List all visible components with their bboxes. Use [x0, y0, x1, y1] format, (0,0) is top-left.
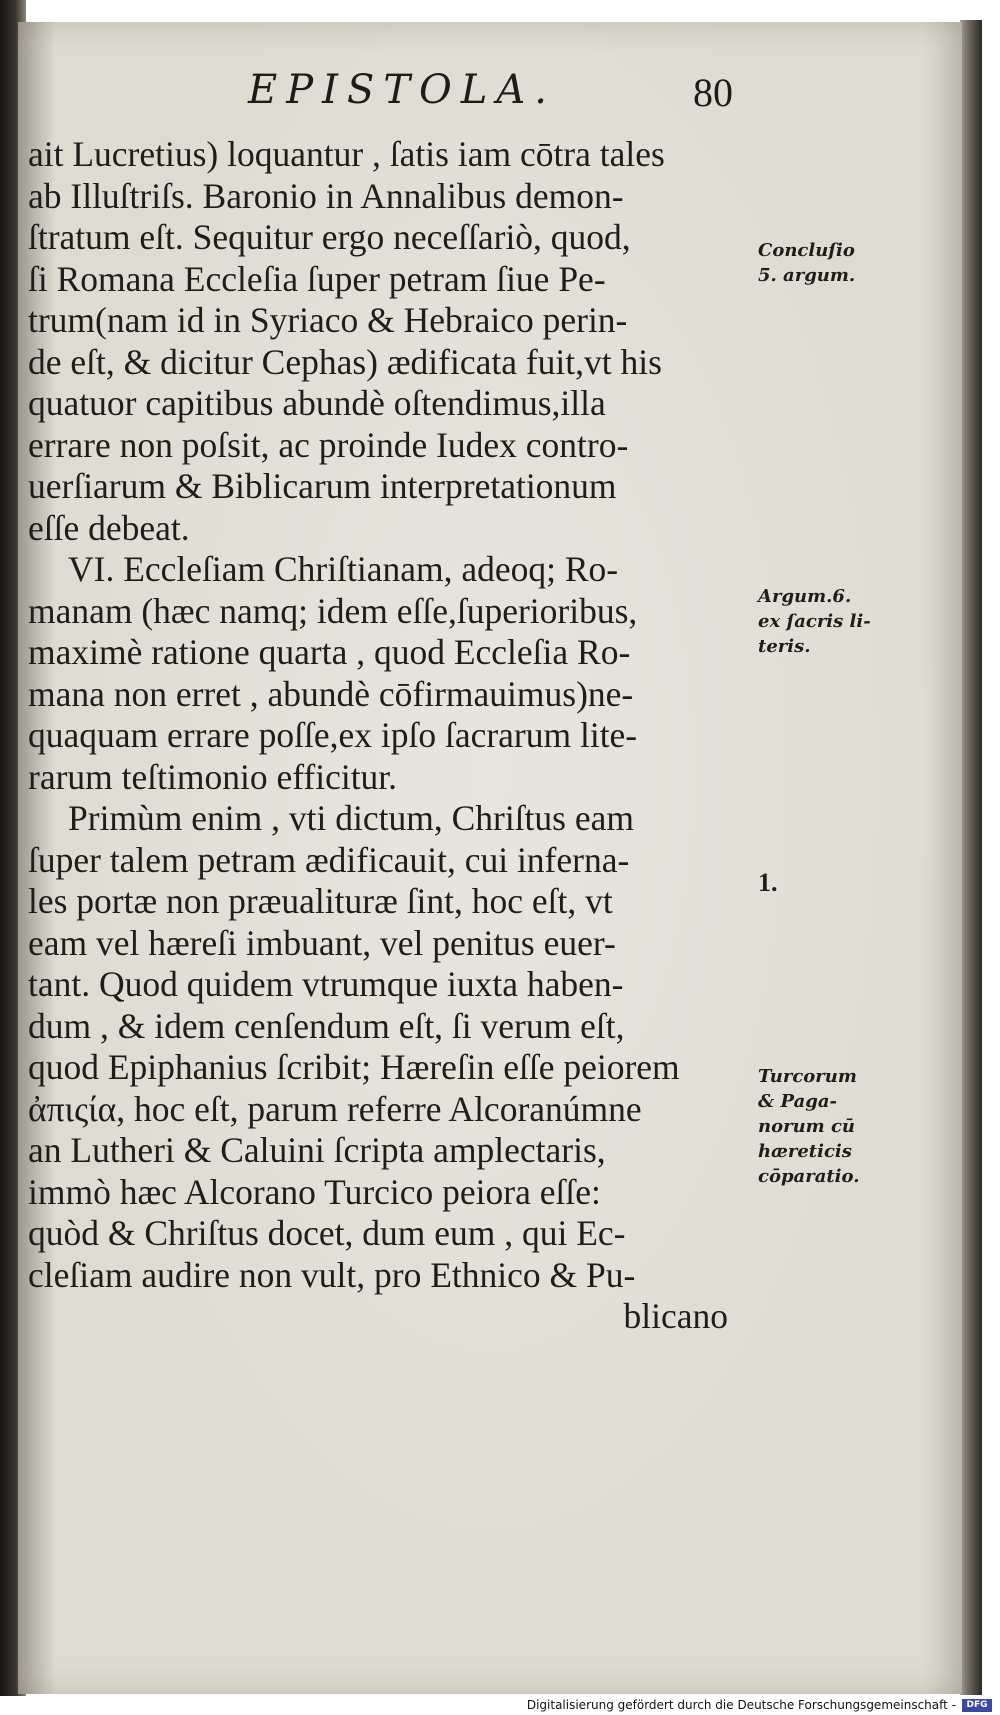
running-title: EPISTOLA. [248, 67, 556, 113]
text-line: ait Lucretius) loquantur , ſatis iam cōtra tales [28, 134, 665, 174]
margin-note-line: cōparatio. [758, 1166, 860, 1187]
text-line: ab Illuſtriſs. Baronio in Annalibus demon- [28, 175, 624, 216]
text-line: ἀπιςία, hoc eſt, parum referre Alcoranúmne [28, 1088, 642, 1129]
text-line: tant. Quod quidem vtrumque iuxta haben- [28, 964, 624, 1004]
text-line: an Lutheri & Caluini ſcripta amplectaris, [28, 1130, 606, 1170]
margin-note-line: teris. [758, 636, 811, 657]
text-line: les portæ non præualituræ ſint, hoc eſt, vt [28, 881, 613, 921]
text-line: quòd & Chriſtus docet, dum eum , qui Ec- [28, 1213, 626, 1253]
main-text-column [28, 134, 728, 1338]
text-line: quatuor capitibus abundè oſtendimus,illa [28, 383, 606, 423]
text-line: errare non poſsit, ac proinde Iudex contro- [28, 424, 629, 465]
text-line: ſtratum eſt. Sequitur ergo neceſſariò, quod, [28, 217, 631, 257]
text-line: uerſiarum & Biblicarum interpretationum [28, 466, 617, 506]
text-line: trum(nam id in Syriaco & Hebraico perin- [28, 300, 628, 340]
text-line: mana non erret , abundè cōfirmauimus)ne- [28, 673, 634, 714]
margin-note-line: 1. [758, 868, 778, 897]
text-line: ſi Romana Eccleſia ſuper petram ſiue Pe- [28, 258, 606, 299]
margin-note-conclusio [758, 238, 948, 288]
text-line: dum , & idem cenſendum eſt, ſi verum eſt, [28, 1005, 625, 1046]
page-header [18, 67, 962, 127]
text-line: de eſt, & dicitur Cephas) ædificata fuit,vt his [28, 341, 662, 382]
text-line: immò hæc Alcorano Turcico peiora eſſe: [28, 1171, 601, 1212]
text-line: VI. Eccleſiam Chriſtianam, adeoq; Ro- [68, 549, 619, 589]
text-line: quod Epiphanius ſcribit; Hæreſin eſſe peiorem [28, 1047, 680, 1087]
funding-credit: Digitalisierung gefördert durch die Deutsche Forschungsgemeinschaft - [526, 1698, 956, 1712]
catchword-line: blicano [623, 1296, 728, 1336]
book-page [18, 22, 962, 1694]
margin-note-argum6 [758, 584, 948, 659]
text-line: Primùm enim , vti dictum, Chriſtus eam [68, 798, 634, 838]
margin-note-line: ex ſacris li- [758, 611, 871, 632]
text-line: manam (hæc namq; idem eſſe,ſuperioribus, [28, 590, 638, 631]
margin-note-line: 5. argum. [758, 265, 856, 286]
text-line: cleſiam audire non vult, pro Ethnico & Pu- [28, 1254, 636, 1295]
margin-note-line: Argum.6. [758, 586, 852, 607]
text-line: eam vel hæreſi imbuant, vel penitus euer- [28, 922, 616, 963]
margin-note-line: & Paga- [758, 1091, 837, 1112]
margin-note-line: norum cū [758, 1116, 856, 1137]
margin-note-turcorum [758, 1064, 948, 1189]
page-number: 80 [693, 70, 733, 115]
dfg-logo: DFG [962, 1699, 992, 1712]
text-line: quaquam errare poſſe,ex ipſo ſacrarum lite- [28, 715, 638, 755]
text-line: eſſe debeat. [28, 507, 190, 548]
text-line: maximè ratione quarta , quod Eccleſia Ro- [28, 632, 631, 672]
text-line: ſuper talem petram ædificauit, cui inferna- [28, 839, 630, 880]
margin-note-line: hæreticis [758, 1141, 852, 1162]
margin-note-line: Concluſio [758, 240, 855, 261]
digitization-footer [0, 1696, 1000, 1715]
text-line: rarum teſtimonio efficitur. [28, 756, 398, 797]
margin-note-line: Turcorum [758, 1066, 857, 1087]
book-page-edges [960, 20, 982, 1695]
margin-note-numeral [758, 870, 948, 895]
